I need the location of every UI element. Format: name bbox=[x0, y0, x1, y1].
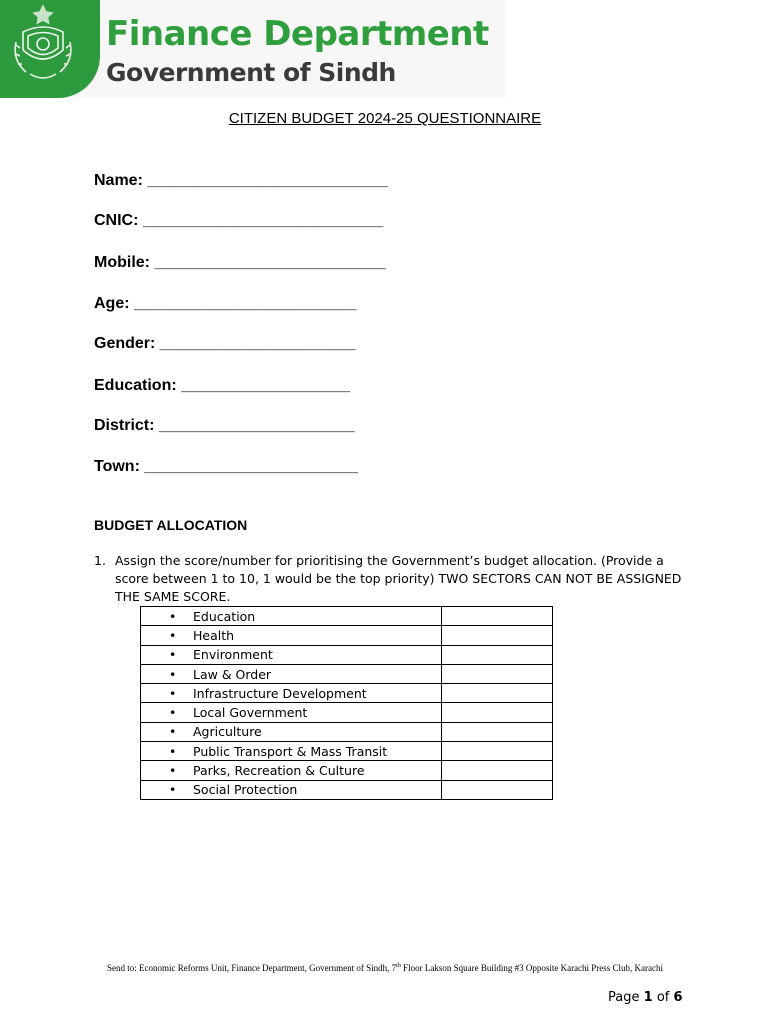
bullet-icon: • bbox=[169, 627, 177, 643]
cnic-field[interactable]: CNIC: ___________________________ bbox=[94, 212, 384, 229]
sector-score-table bbox=[140, 606, 553, 800]
sector-label: Parks, Recreation & Culture bbox=[193, 763, 365, 779]
bullet-icon: • bbox=[169, 647, 177, 663]
question-number: 1. bbox=[94, 553, 106, 568]
table-row bbox=[141, 664, 553, 683]
table-row bbox=[141, 645, 553, 664]
document-title: CITIZEN BUDGET 2024-25 QUESTIONNAIRE bbox=[228, 110, 542, 127]
sindh-emblem-icon bbox=[0, 0, 100, 98]
score-cell[interactable] bbox=[442, 780, 553, 799]
sector-label: Social Protection bbox=[193, 782, 298, 798]
sector-label: Infrastructure Development bbox=[193, 685, 367, 701]
score-cell[interactable] bbox=[442, 684, 553, 703]
table-row bbox=[141, 626, 553, 645]
logo-subtitle: Government of Sindh bbox=[106, 58, 396, 87]
score-cell[interactable] bbox=[442, 607, 553, 626]
table-row bbox=[141, 722, 553, 741]
question-text: Assign the score/number for prioritising the Government’s budget allocation. (Provide a score between 1 to 10, 1 would be the top priority) TWO SECTORS CAN NOT BE ASSIGNED THE SAME SCORE. bbox=[115, 553, 682, 604]
education-field[interactable]: Education: ___________________ bbox=[94, 377, 351, 394]
score-cell[interactable] bbox=[442, 722, 553, 741]
bullet-icon: • bbox=[169, 724, 177, 740]
bullet-icon: • bbox=[169, 705, 177, 721]
mobile-field[interactable]: Mobile: __________________________ bbox=[94, 254, 386, 271]
age-field[interactable]: Age: _________________________ bbox=[94, 295, 357, 312]
logo-title: Finance Department bbox=[106, 14, 489, 54]
sector-label: Agriculture bbox=[193, 724, 262, 740]
sector-label: Local Government bbox=[193, 705, 308, 721]
table-row bbox=[141, 780, 553, 799]
district-field[interactable]: District: ______________________ bbox=[94, 417, 355, 434]
bullet-icon: • bbox=[169, 608, 177, 624]
score-cell[interactable] bbox=[442, 742, 553, 761]
gender-field[interactable]: Gender: ______________________ bbox=[94, 335, 356, 352]
bullet-icon: • bbox=[169, 743, 177, 759]
score-cell[interactable] bbox=[442, 761, 553, 780]
score-cell[interactable] bbox=[442, 626, 553, 645]
sector-label: Education bbox=[193, 608, 256, 624]
sector-label: Environment bbox=[193, 647, 273, 663]
page-number: Page 1 of 6 bbox=[608, 990, 683, 1005]
question-1 bbox=[94, 552, 694, 606]
bullet-icon: • bbox=[169, 685, 177, 701]
sector-label: Health bbox=[193, 627, 235, 643]
table-row bbox=[141, 607, 553, 626]
sector-label: Law & Order bbox=[193, 666, 272, 682]
table-row bbox=[141, 703, 553, 722]
table-row bbox=[141, 742, 553, 761]
table-row bbox=[141, 761, 553, 780]
town-field[interactable]: Town: ________________________ bbox=[94, 458, 358, 475]
bullet-icon: • bbox=[169, 763, 177, 779]
score-cell[interactable] bbox=[442, 664, 553, 683]
sector-label: Public Transport & Mass Transit bbox=[193, 743, 388, 759]
bullet-icon: • bbox=[169, 782, 177, 798]
name-field[interactable]: Name: ___________________________ bbox=[94, 172, 388, 189]
table-row bbox=[141, 684, 553, 703]
send-to-address: Send to: Economic Reforms Unit, Finance Department, Government of Sindh, 7th Floor Lakson Square Building #3 Opposite Karachi Press Club, Karachi bbox=[106, 963, 664, 973]
bullet-icon: • bbox=[169, 666, 177, 682]
score-cell[interactable] bbox=[442, 703, 553, 722]
logo-banner bbox=[0, 0, 505, 98]
score-cell[interactable] bbox=[442, 645, 553, 664]
section-heading: BUDGET ALLOCATION bbox=[94, 517, 248, 533]
